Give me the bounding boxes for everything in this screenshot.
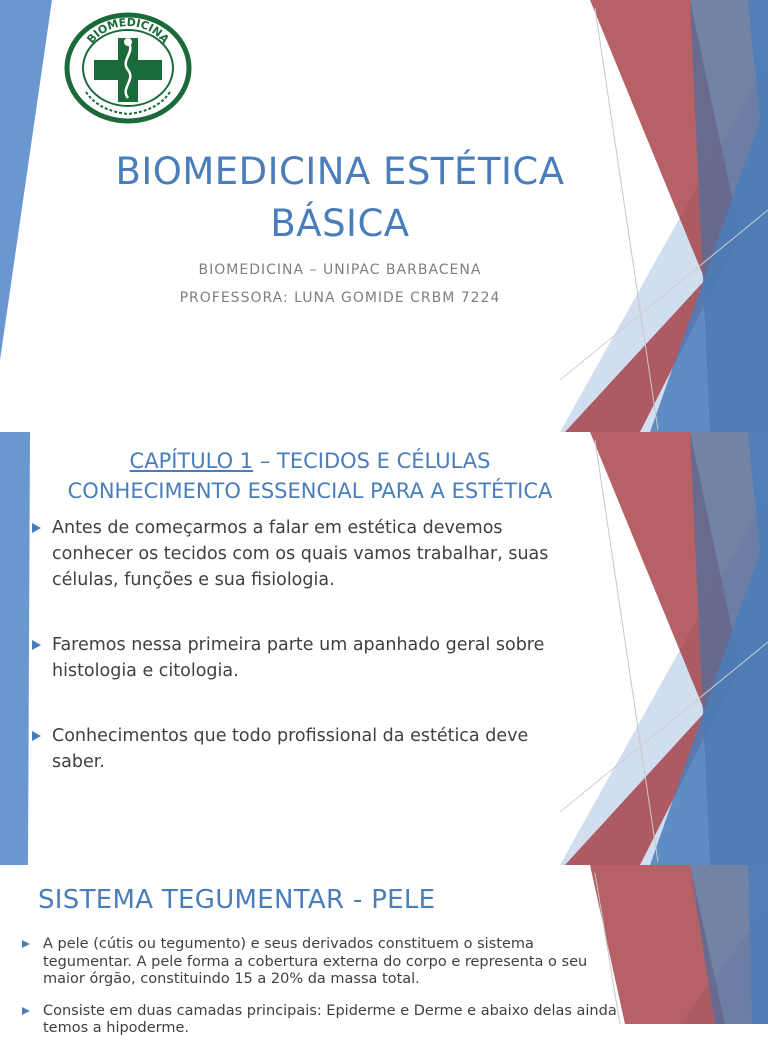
bullet-text: Consiste em duas camadas principais: Epiderme e Derme e abaixo delas ainda temos a hipoderme. — [43, 1002, 617, 1036]
bullet-text: A pele (cútis ou tegumento) e seus derivados constituem o sistema tegumentar. A pele forma a cobertura externa do corpo e representa o seu maior órgão, constituindo 15 a 20% da massa total. — [43, 936, 588, 987]
slide-2-chapter — [0, 432, 768, 865]
presentation-title — [60, 146, 620, 250]
title-line-2: BÁSICA — [270, 202, 410, 245]
list-item — [32, 723, 552, 775]
bullet-text: Faremos nessa primeira parte um apanhado geral sobre histologia e citologia. — [52, 635, 545, 681]
subtitle-institution: BIOMEDICINA – UNIPAC BARBACENA — [198, 262, 482, 278]
list-item — [32, 515, 552, 593]
left-blue-stripe — [0, 432, 30, 865]
bullet-triangle-icon — [32, 731, 41, 741]
bullet-triangle-icon — [32, 523, 41, 533]
chapter-subtitle: CONHECIMENTO ESSENCIAL PARA A ESTÉTICA — [67, 479, 553, 503]
chapter-number: CAPÍTULO 1 — [129, 449, 254, 473]
section-heading: SISTEMA TEGUMENTAR - PELE — [38, 885, 436, 915]
list-item — [22, 1003, 618, 1038]
bullet-triangle-icon — [22, 1007, 30, 1015]
chapter-title: – TECIDOS E CÉLULAS — [253, 449, 491, 473]
pele-bullet-list — [22, 936, 618, 1052]
bullet-triangle-icon — [22, 940, 30, 948]
subtitle-professor: PROFESSORA: LUNA GOMIDE CRBM 7224 — [179, 290, 501, 306]
slide-3-pele — [0, 865, 768, 1036]
left-blue-stripe — [0, 0, 52, 360]
slide-1-title — [0, 0, 768, 432]
bullet-triangle-icon — [32, 640, 41, 650]
logo-text: BIOMEDICINA — [84, 15, 172, 46]
chapter-bullet-list — [32, 515, 552, 814]
biomedicina-logo — [64, 12, 192, 124]
chapter-heading — [30, 446, 590, 506]
list-item — [22, 936, 618, 989]
bullet-text: Antes de começarmos a falar em estética devemos conhecer os tecidos com os quais vamos trabalhar, suas células, funções e sua fisiologia. — [52, 518, 549, 590]
list-item — [32, 632, 552, 684]
title-line-1: BIOMEDICINA ESTÉTICA — [115, 150, 565, 193]
bullet-text: Conhecimentos que todo profissional da estética deve saber. — [52, 726, 529, 772]
